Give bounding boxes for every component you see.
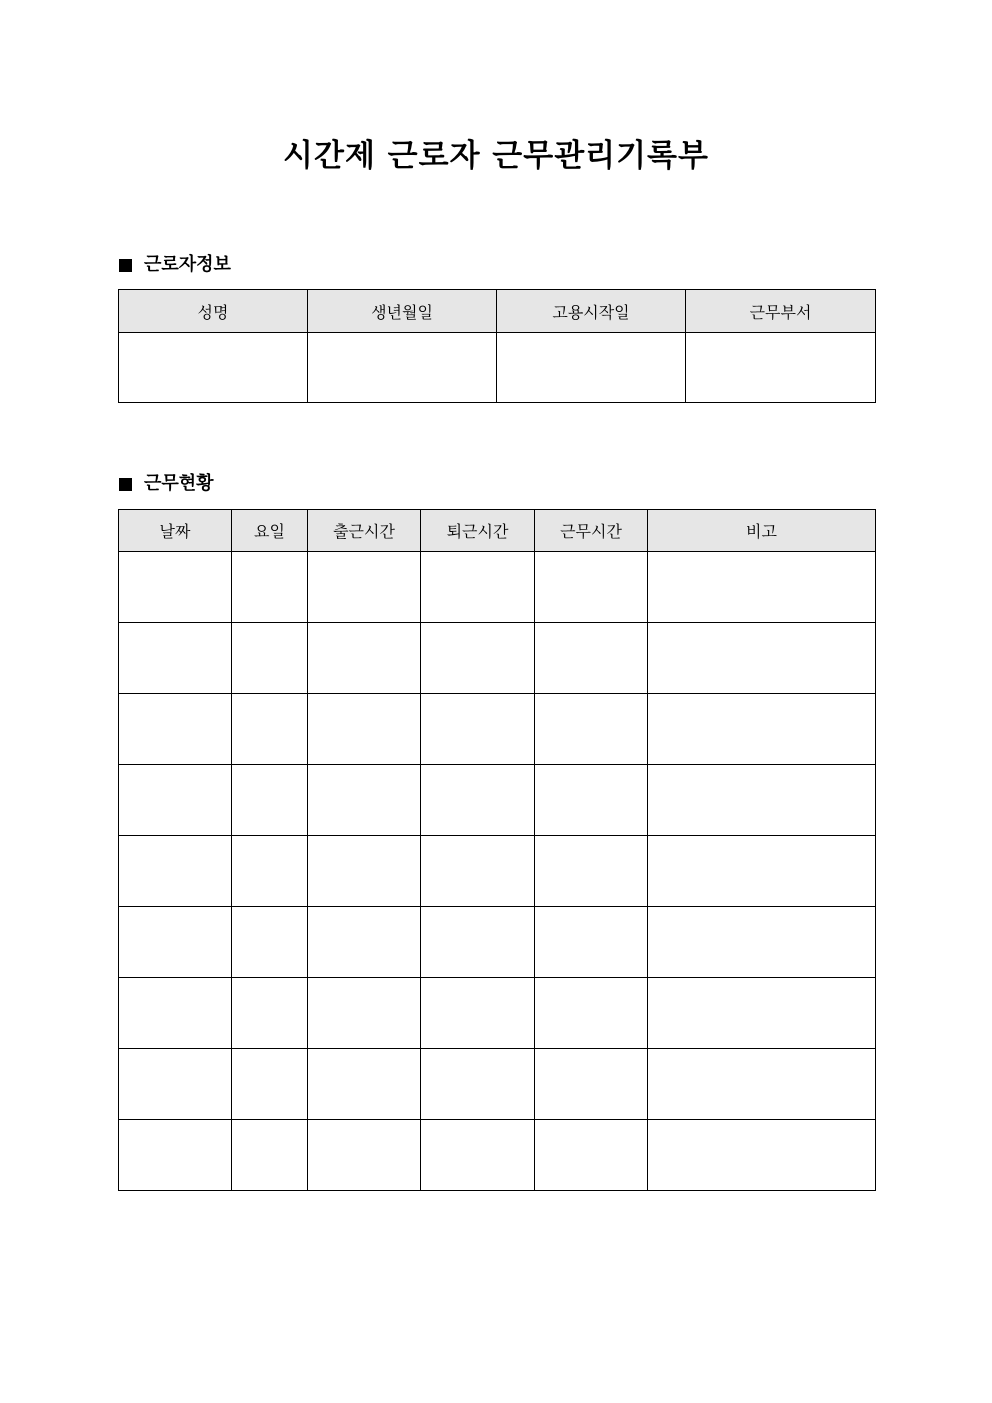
work-hours-field[interactable] (535, 1049, 648, 1120)
remarks-field[interactable] (648, 623, 876, 694)
remarks-field[interactable] (648, 836, 876, 907)
date-field[interactable] (119, 1049, 232, 1120)
clock-in-field[interactable] (308, 623, 421, 694)
weekday-field[interactable] (232, 907, 308, 978)
header-remarks: 비고 (648, 510, 876, 552)
clock-out-field[interactable] (421, 1120, 535, 1191)
table-header-row (119, 290, 876, 333)
weekday-field[interactable] (232, 552, 308, 623)
name-field[interactable] (119, 333, 308, 403)
date-field[interactable] (119, 623, 232, 694)
table-row (119, 978, 876, 1049)
work-hours-field[interactable] (535, 694, 648, 765)
date-field[interactable] (119, 552, 232, 623)
remarks-field[interactable] (648, 907, 876, 978)
clock-in-field[interactable] (308, 694, 421, 765)
clock-out-field[interactable] (421, 694, 535, 765)
table-row (119, 907, 876, 978)
remarks-field[interactable] (648, 694, 876, 765)
square-bullet-icon (119, 259, 132, 272)
date-field[interactable] (119, 978, 232, 1049)
work-hours-field[interactable] (535, 552, 648, 623)
header-weekday: 요일 (232, 510, 308, 552)
weekday-field[interactable] (232, 836, 308, 907)
weekday-field[interactable] (232, 1120, 308, 1191)
remarks-field[interactable] (648, 1120, 876, 1191)
section-heading-work-status (119, 472, 214, 496)
section-heading-worker-info (119, 253, 231, 277)
clock-out-field[interactable] (421, 765, 535, 836)
clock-in-field[interactable] (308, 978, 421, 1049)
clock-out-field[interactable] (421, 1049, 535, 1120)
weekday-field[interactable] (232, 978, 308, 1049)
section-heading-label: 근무현황 (144, 473, 214, 494)
header-birthdate: 생년월일 (308, 290, 497, 333)
weekday-field[interactable] (232, 1049, 308, 1120)
header-date: 날짜 (119, 510, 232, 552)
remarks-field[interactable] (648, 978, 876, 1049)
header-clock-in: 출근시간 (308, 510, 421, 552)
clock-in-field[interactable] (308, 765, 421, 836)
clock-out-field[interactable] (421, 836, 535, 907)
table-row (119, 333, 876, 403)
table-row (119, 552, 876, 623)
table-row (119, 765, 876, 836)
birthdate-field[interactable] (308, 333, 497, 403)
work-status-table (118, 509, 876, 1191)
weekday-field[interactable] (232, 694, 308, 765)
work-hours-field[interactable] (535, 978, 648, 1049)
table-row (119, 694, 876, 765)
date-field[interactable] (119, 694, 232, 765)
square-bullet-icon (119, 478, 132, 491)
header-name: 성명 (119, 290, 308, 333)
clock-in-field[interactable] (308, 1120, 421, 1191)
date-field[interactable] (119, 836, 232, 907)
work-hours-field[interactable] (535, 836, 648, 907)
clock-in-field[interactable] (308, 907, 421, 978)
table-row (119, 623, 876, 694)
department-field[interactable] (686, 333, 876, 403)
page-title: 시간제 근로자 근무관리기록부 (283, 138, 709, 174)
remarks-field[interactable] (648, 765, 876, 836)
table-header-row (119, 510, 876, 552)
clock-out-field[interactable] (421, 623, 535, 694)
weekday-field[interactable] (232, 623, 308, 694)
hire-date-field[interactable] (497, 333, 686, 403)
header-work-hours: 근무시간 (535, 510, 648, 552)
clock-out-field[interactable] (421, 907, 535, 978)
date-field[interactable] (119, 907, 232, 978)
date-field[interactable] (119, 1120, 232, 1191)
table-row (119, 836, 876, 907)
table-row (119, 1049, 876, 1120)
work-hours-field[interactable] (535, 765, 648, 836)
remarks-field[interactable] (648, 1049, 876, 1120)
work-hours-field[interactable] (535, 623, 648, 694)
date-field[interactable] (119, 765, 232, 836)
header-department: 근무부서 (686, 290, 876, 333)
work-hours-field[interactable] (535, 1120, 648, 1191)
remarks-field[interactable] (648, 552, 876, 623)
clock-out-field[interactable] (421, 552, 535, 623)
worker-info-table (118, 289, 876, 403)
clock-in-field[interactable] (308, 552, 421, 623)
work-hours-field[interactable] (535, 907, 648, 978)
clock-in-field[interactable] (308, 836, 421, 907)
section-heading-label: 근로자정보 (144, 254, 231, 275)
header-hire-date: 고용시작일 (497, 290, 686, 333)
table-row (119, 1120, 876, 1191)
clock-out-field[interactable] (421, 978, 535, 1049)
weekday-field[interactable] (232, 765, 308, 836)
header-clock-out: 퇴근시간 (421, 510, 535, 552)
clock-in-field[interactable] (308, 1049, 421, 1120)
